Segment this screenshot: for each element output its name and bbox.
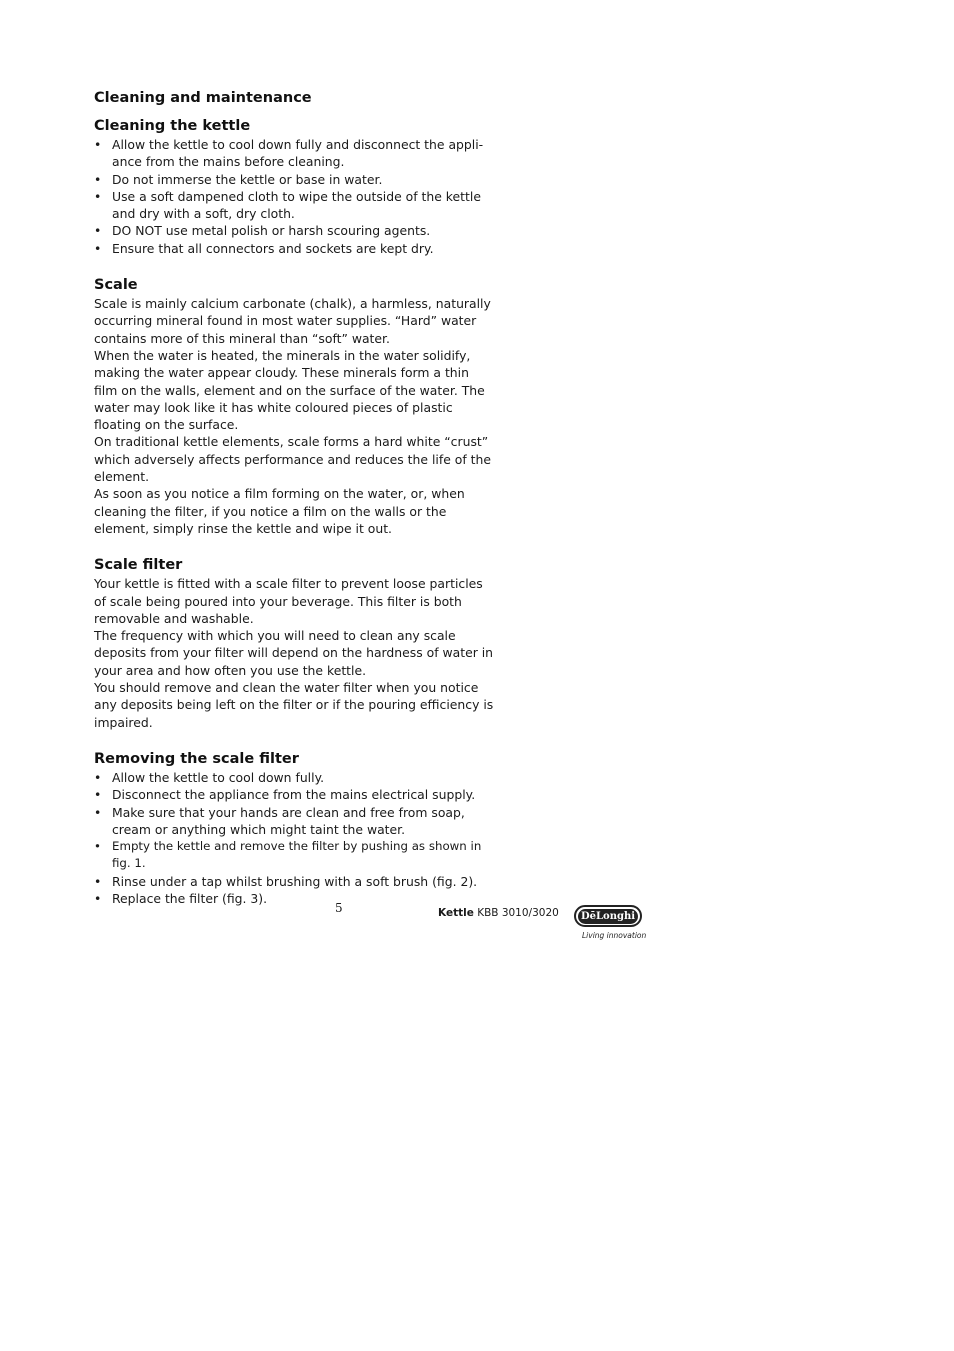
heading-cleaning-kettle: Cleaning the kettle [94,118,251,134]
section-cleaning-kettle [94,116,494,257]
page-number: 5 [335,901,343,915]
brand-name: DēLonghi [578,909,638,924]
list-item: • Empty the kettle and remove the filter by pushing as shown in fig. 1. [94,838,494,873]
list-item: • Ensure that all connectors and sockets are kept dry. [94,240,494,257]
page-title: Cleaning and maintenance [94,90,312,106]
paragraph: On traditional kettle elements, scale forms a hard white “crust” which adversely affects performance and reduces the life of the element. [94,434,491,485]
list-item: • Do not immerse the kettle or base in water. [94,171,494,188]
paragraph: Your kettle is fitted with a scale filter to prevent loose particles of scale being poured into your beverage. This filter is both removable and washable. [94,576,483,626]
section-scale-filter [94,555,494,731]
paragraph: Scale is mainly calcium carbonate (chalk), a harmless, naturally occurring mineral found in most water supplies. “Hard” water contains more of this mineral than “soft” water. [94,296,491,346]
document-body [94,88,494,925]
paragraph: You should remove and clean the water filter when you notice any deposits being left on the filter or if the pouring efficiency is impaired. [94,680,494,730]
list-item: • Allow the kettle to cool down fully and disconnect the appli- ance from the mains before cleaning. [94,136,494,171]
removing-filter-list [94,769,494,907]
cleaning-kettle-list [94,136,494,257]
list-item: • Allow the kettle to cool down fully. [94,769,494,786]
paragraph: When the water is heated, the minerals in the water solidify, making the water appear cloudy. These minerals form a thin film on the walls, element and on the surface of the water. The water may look like it has white coloured pieces of plastic floating on the surface. [94,347,485,433]
brand-logo [574,905,642,927]
list-item: • Disconnect the appliance from the mains electrical supply. [94,786,494,803]
paragraph: As soon as you notice a film forming on the water, or, when cleaning the filter, if you notice a film on the walls or the element, simply rinse the kettle and wipe it out. [94,486,465,536]
section-removing-filter [94,749,494,907]
product-name: Kettle [438,907,474,919]
heading-removing-filter: Removing the scale filter [94,750,299,767]
heading-scale-filter: Scale filter [94,557,183,574]
brand-tagline: Living innovation [582,931,647,940]
list-item: • Rinse under a tap whilst brushing with a soft brush (fig. 2). [94,873,494,890]
footer-model [438,907,559,919]
list-item: • DO NOT use metal polish or harsh scouring agents. [94,222,494,239]
model-number: KBB 3010/3020 [477,907,559,919]
paragraph: The frequency with which you will need to clean any scale deposits from your filter will depend on the hardness of water in your area and how often you use the kettle. [94,628,494,678]
section-scale [94,275,494,537]
heading-scale: Scale [94,277,138,294]
list-item: • Make sure that your hands are clean and free from soap, cream or anything which might taint the water. [94,804,494,839]
list-item: • Replace the filter (fig. 3). [94,890,494,907]
list-item: • Use a soft dampened cloth to wipe the outside of the kettle and dry with a soft, dry cloth. [94,188,494,223]
